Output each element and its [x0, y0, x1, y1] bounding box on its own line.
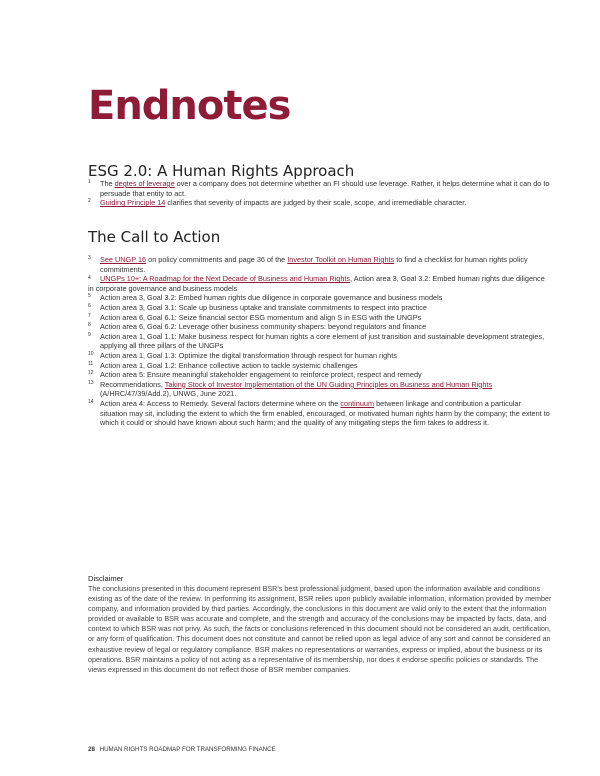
endnote-3	[88, 255, 550, 274]
endnote-text: Action area 4: Access to Remedy. Several factors determine where on the	[100, 398, 341, 408]
leverage-link[interactable]: degtes of leverage	[114, 179, 175, 188]
endnote-11	[88, 361, 550, 371]
endnote-text: , Action area 3, Goal 3.2: Embed human rights due diligence in corporate governance and business models	[88, 274, 545, 293]
endnote-number: 1	[88, 179, 91, 185]
endnote-text: clarifies that severity of impacts are judged by their scale, scope, and irremediable character.	[165, 198, 467, 208]
endnote-text: between linkage and contribution a particular situation may sit, including the extent to which the firm enabled, encouraged, or motivated human rights harm by the company; the extent to which it could or should have known about such harm; and the quality of any mitigating steps the firm takes to address it.	[100, 398, 550, 428]
page-title: Endnotes	[88, 83, 291, 129]
endnote-12	[88, 370, 550, 380]
endnote-text: Action area 1, Goal 1.2: Enhance collective action to tackle systemic challenges	[100, 360, 358, 370]
endnote-number: 5	[88, 293, 91, 300]
endnote-text: on policy commitments and page 36 of the	[146, 255, 288, 264]
endnote-7	[88, 313, 550, 323]
endnote-number: 14	[88, 398, 94, 405]
ungp-16-link[interactable]: See UNGP 16	[100, 255, 147, 264]
endnote-number: 4	[88, 275, 91, 282]
endnote-text: Action area 6, Goal 6.1: Seize financial sector ESG momentum and align S in ESG with the UNGPs	[100, 312, 422, 322]
endnote-text: Action area 5: Ensure meaningful stakeholder engagement to reinforce protect, respect and remedy	[100, 370, 422, 380]
endnote-text: Recommendations,	[100, 379, 165, 389]
page-number: 28	[88, 746, 95, 753]
endnote-8	[88, 322, 550, 332]
investor-toolkit-link[interactable]: Investor Toolkit on Human Rights	[287, 255, 395, 264]
endnote-6	[88, 303, 550, 313]
endnote-number: 12	[88, 370, 94, 377]
endnote-number: 2	[88, 198, 91, 205]
endnotes-list-esg	[88, 179, 550, 208]
continuum-link[interactable]: continuum	[340, 398, 375, 408]
endnote-number: 11	[88, 360, 94, 367]
endnote-number: 7	[88, 312, 91, 319]
footer-document-title: HUMAN RIGHTS ROADMAP FOR TRANSFORMING FINANCE	[99, 746, 276, 753]
endnote-number: 3	[88, 255, 91, 261]
endnote-text: The	[100, 179, 115, 188]
endnote-text: (A/HRC/47/39/Add.2), UNWG, June 2021.	[100, 389, 237, 399]
disclaimer	[88, 574, 554, 675]
disclaimer-body: The conclusions presented in this document represent BSR's best professional judgment, based upon the information available and conditions existing as of the date of the review. In performing its assignment, BSR relies upon publicly available information, information provided by member company, and information provided by third parties. Accordingly, the conclusions in this document are valid only to the extent that the information provided or available to BSR was accurate and complete, and the strength and accuracy of the conclusions may be impacted by facts, data, and context to which BSR was not privy. As such, the facts or conclusions referenced in this document should not be considered an audit, certification, or any form of qualification. This document does not constitute and cannot be relied upon as legal advice of any sort and cannot be considered an exhaustive review of legal or regulatory compliance. BSR makes no representations or warranties, express or implied, about the business or its operations. BSR maintains a policy of not acting as a representative of its membership, nor does it endorse specific policies or standards. The views expressed in this document do not reflect those of BSR member companies.	[88, 584, 552, 674]
endnote-9	[88, 332, 550, 351]
endnote-text: to find a checklist for human rights policy commitments.	[100, 255, 528, 274]
endnote-text: Action area 3, Goal 3.1: Scale up business uptake and translate commitments to respect into practice	[100, 302, 427, 312]
endnote-text: Action area 6, Goal 6.2: Leverage other business community shapers: beyond regulators and finance	[100, 322, 427, 332]
endnote-13	[88, 380, 550, 399]
endnote-14	[88, 399, 550, 428]
endnote-number: 6	[88, 302, 91, 309]
guiding-principle-14-link[interactable]: Guiding Principle 14	[100, 198, 166, 208]
section-heading-esg: ESG 2.0: A Human Rights Approach	[88, 162, 355, 180]
page-footer	[88, 746, 276, 753]
section-heading-call-to-action: The Call to Action	[88, 228, 221, 246]
endnote-text: Action area 1, Goal 1.1: Make business respect for human rights a core element of just transition and sustainable development strategies, applying all three pillars of the UNGPs	[100, 331, 545, 351]
endnote-text: Action area 3, Goal 3.2: Embed human rights due diligence in corporate governance and business models	[100, 293, 443, 303]
endnote-number: 13	[88, 379, 94, 386]
endnote-text: Action area 1, Goal 1.3: Optimize the digital transformation through respect for human rights	[100, 350, 397, 360]
endnote-10	[88, 351, 550, 361]
endnote-number: 10	[88, 350, 94, 357]
endnote-text: over a company does not determine whether an FI should use leverage. Rather, it helps determine what it can do to persuade that entity to act.	[100, 179, 550, 198]
endnotes-list-call-to-action	[88, 255, 550, 428]
disclaimer-heading: Disclaimer	[88, 574, 124, 583]
endnote-number: 8	[88, 322, 91, 329]
endnote-number: 9	[88, 331, 91, 338]
taking-stock-link[interactable]: Taking Stock of Investor Implementation of the UN Guiding Principles on Business and Human Rights	[164, 379, 493, 389]
endnote-4	[88, 274, 550, 293]
ungps-10-plus-link[interactable]: UNGPs 10+: A Roadmap for the Next Decade of Business and Human Rights	[100, 274, 351, 284]
endnote-1	[88, 179, 550, 198]
endnote-5	[88, 293, 550, 303]
endnote-2	[88, 198, 550, 208]
